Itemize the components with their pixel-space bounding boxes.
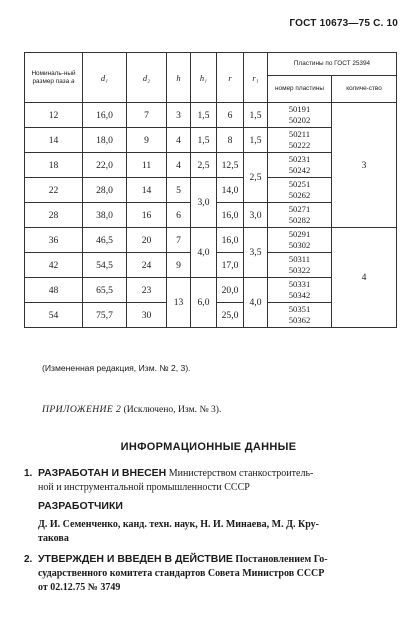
revision-note: (Измененная редакция, Изм. № 2, 3). <box>42 363 191 373</box>
cell-r1: 1,5 <box>244 103 268 128</box>
cell-a: 42 <box>25 253 83 278</box>
cell-d2: 23 <box>127 278 167 303</box>
cell-r: 14,0 <box>217 178 244 203</box>
table-row <box>25 103 397 128</box>
item-text: ной и инструментальной промышленности СССР <box>38 482 250 493</box>
cell-d2: 7 <box>127 103 167 128</box>
item-label: УТВЕРЖДЕН И ВВЕДЕН В ДЕЙСТВИЕ <box>38 553 233 565</box>
cell-h1: 1,5 <box>191 103 217 128</box>
cell-d1: 22,0 <box>83 153 127 178</box>
cell-d1: 75,7 <box>83 303 127 328</box>
cell-h1: 1,5 <box>191 128 217 153</box>
item-text: от 02.12.75 № 3749 <box>38 582 121 593</box>
cell-d2: 24 <box>127 253 167 278</box>
cell-h: 3 <box>167 103 191 128</box>
cell-r: 12,5 <box>217 153 244 178</box>
table-header-row <box>25 53 397 76</box>
cell-r1: 2,5 <box>244 153 268 203</box>
dimensions-table <box>24 52 397 328</box>
item-text: сударственного комитета стандартов Совета Министров СССР <box>38 568 325 579</box>
developers-text: такова <box>38 533 69 544</box>
item-text: Постановлением Го- <box>235 554 328 565</box>
cell-plate: 50351 50362 <box>268 303 332 328</box>
col-header-d2: d₂ <box>127 53 167 103</box>
cell-r: 16,0 <box>217 228 244 253</box>
cell-a: 54 <box>25 303 83 328</box>
cell-qty: 3 <box>332 103 397 228</box>
appendix-label: ПРИЛОЖЕНИЕ 2 <box>42 404 122 415</box>
cell-d1: 18,0 <box>83 128 127 153</box>
cell-h1: 2,5 <box>191 153 217 178</box>
cell-a: 28 <box>25 203 83 228</box>
cell-r1: 3,0 <box>244 203 268 228</box>
col-header-qty: количе-ство <box>332 76 397 103</box>
cell-d2: 30 <box>127 303 167 328</box>
cell-plate: 50251 50262 <box>268 178 332 203</box>
cell-r: 16,0 <box>217 203 244 228</box>
cell-d1: 54,5 <box>83 253 127 278</box>
cell-a: 22 <box>25 178 83 203</box>
cell-plate: 50271 50282 <box>268 203 332 228</box>
col-header-h: h <box>167 53 191 103</box>
cell-h: 4 <box>167 153 191 178</box>
cell-h: 13 <box>167 278 191 328</box>
cell-a: 14 <box>25 128 83 153</box>
cell-h: 4 <box>167 128 191 153</box>
info-item-2 <box>24 552 396 595</box>
cell-h: 6 <box>167 203 191 228</box>
cell-plate: 50291 50302 <box>268 228 332 253</box>
cell-h1: 3,0 <box>191 178 217 228</box>
cell-r: 8 <box>217 128 244 153</box>
info-section-title: ИНФОРМАЦИОННЫЕ ДАННЫЕ <box>120 441 297 453</box>
info-item-1 <box>24 466 396 495</box>
cell-r1: 3,5 <box>244 228 268 278</box>
cell-d2: 16 <box>127 203 167 228</box>
table-row <box>25 228 397 253</box>
cell-r: 17,0 <box>217 253 244 278</box>
page-header: ГОСТ 10673—75 С. 10 <box>289 18 398 29</box>
appendix-text: (Исключено, Изм. № 3). <box>123 404 222 415</box>
item-text: Министерством станкостроитель- <box>168 468 314 479</box>
developers-names <box>24 518 396 546</box>
item-number: 1. <box>24 468 33 479</box>
item-number: 2. <box>24 554 33 565</box>
cell-plate: 50211 50222 <box>268 128 332 153</box>
cell-h1: 4,0 <box>191 228 217 278</box>
cell-r: 6 <box>217 103 244 128</box>
cell-h: 5 <box>167 178 191 203</box>
col-header-r: r <box>217 53 244 103</box>
item-label: РАЗРАБОТАН И ВНЕСЕН <box>38 467 167 479</box>
cell-d2: 20 <box>127 228 167 253</box>
cell-h: 7 <box>167 228 191 253</box>
col-header-h1: h₁ <box>191 53 217 103</box>
cell-d1: 46,5 <box>83 228 127 253</box>
appendix-line <box>42 404 221 415</box>
cell-a: 36 <box>25 228 83 253</box>
cell-a: 18 <box>25 153 83 178</box>
cell-d2: 14 <box>127 178 167 203</box>
developers-text: Д. И. Семенченко, канд. техн. наук, Н. И. Минаева, М. Д. Кру- <box>38 519 319 530</box>
cell-d1: 28,0 <box>83 178 127 203</box>
cell-h: 9 <box>167 253 191 278</box>
cell-d2: 11 <box>127 153 167 178</box>
cell-r1: 1,5 <box>244 128 268 153</box>
cell-qty: 4 <box>332 228 397 328</box>
cell-h1: 6,0 <box>191 278 217 328</box>
cell-plate: 50231 50242 <box>268 153 332 178</box>
cell-r: 20,0 <box>217 278 244 303</box>
cell-r1: 4,0 <box>244 278 268 328</box>
col-header-r1: r₁ <box>244 53 268 103</box>
col-header-d1: d₁ <box>83 53 127 103</box>
cell-plate: 50331 50342 <box>268 278 332 303</box>
cell-a: 12 <box>25 103 83 128</box>
cell-d1: 65,5 <box>83 278 127 303</box>
cell-d2: 9 <box>127 128 167 153</box>
col-header-nominal: Номиналь-ный размер паза a <box>25 53 83 103</box>
cell-plate: 50191 50202 <box>268 103 332 128</box>
cell-plate: 50311 50322 <box>268 253 332 278</box>
cell-r: 25,0 <box>217 303 244 328</box>
cell-d1: 38,0 <box>83 203 127 228</box>
developers-block <box>24 499 396 513</box>
col-header-plate-no: номер пластины <box>268 76 332 103</box>
developers-label: РАЗРАБОТЧИКИ <box>38 500 123 512</box>
cell-d1: 16,0 <box>83 103 127 128</box>
cell-a: 48 <box>25 278 83 303</box>
col-header-plates: Пластины по ГОСТ 25394 <box>268 53 397 76</box>
